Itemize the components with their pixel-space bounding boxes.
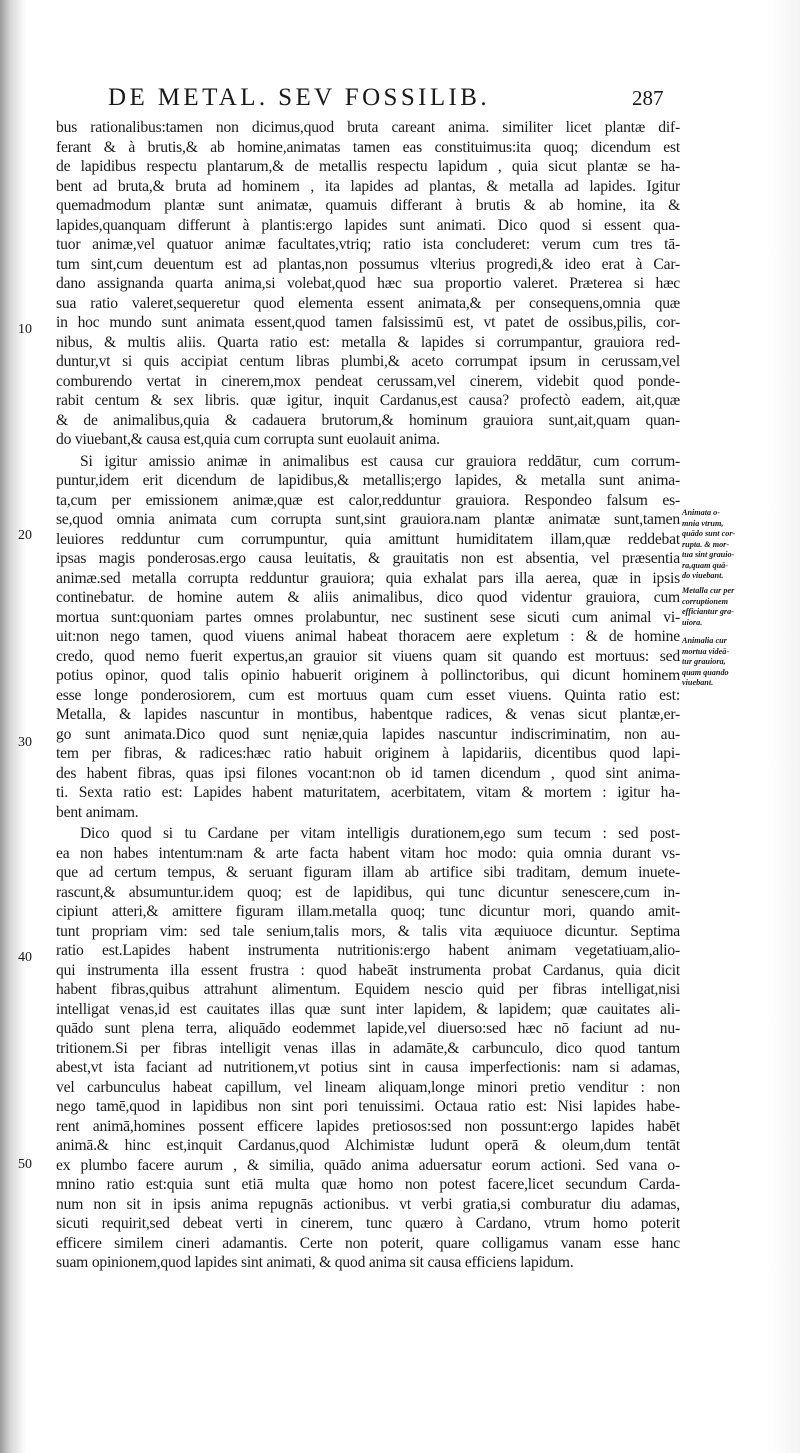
- text-line: bus rationalibus:tamen non dicimus,quod bruta careant anima. similiter licet plantæ dif-: [56, 119, 680, 136]
- text-line: & de animalibus,quia & cadauera brutorum,& hominum grauiora sunt,ait,quam quan-: [56, 411, 680, 429]
- text-line: rascunt,& absumuntur.idem quoq; est de lapidibus, qui tunc dicuntur senescere,cum in-: [56, 883, 680, 901]
- text-line: de lapidibus respectu plantarum,& de metallis respectu lapidum , quia sicut plantæ se ha-: [56, 158, 680, 175]
- text-line: potius opinor, quod talis opinio habuerit originem à pollinctoribus, qui dicunt hominem: [56, 667, 680, 684]
- text-line: Metalla, & lapides nascuntur in montibus, habentque radices, & venas sicut plantæ,er-: [56, 706, 680, 723]
- text-line: qui instrumenta illa essent frustra : quod habeāt instrumenta probat Cardanus, quia dicit: [56, 961, 680, 979]
- paragraph: [56, 118, 680, 450]
- text-line: sicuti requirit,sed debeat verti in cinerem, tunc quæro à Cardano, vtrum homo poterit: [56, 1215, 680, 1232]
- line-number: 20: [18, 528, 32, 543]
- text-line: ferant & à brutis,& ab homine,animatas tamen eas constituimus:ita quoq; dicendum est: [56, 138, 680, 156]
- body-text: [56, 118, 680, 1273]
- text-line: rent animā,homines possent efficere lapides pretiosos:sed non possunt:ergo lapides habēt: [56, 1117, 680, 1135]
- text-line: intelligat venas,id est cauitates illas quæ sunt inter lapidem, & lapidem; quæ cauitates ali-: [56, 1000, 680, 1018]
- text-line: des habent fibras, quas ipsi filones vocant:non ob id tamen dicendum , quod sint anima-: [56, 764, 680, 782]
- text-line: quādo sunt plena terra, aliquādo eodemmet lapide,vel diuerso:sed hæc nō faciunt ad nu-: [56, 1020, 680, 1037]
- line-number: 50: [18, 1157, 32, 1172]
- paragraph: [56, 824, 680, 1273]
- text-line: lapides,quanquam differunt à plantis:ergo lapides sunt animati. Dico quod si essent qua-: [56, 216, 680, 234]
- text-line: quemadmodum plantæ sunt animatæ, quamuis differant à brutis & ab homine, ita &: [56, 197, 680, 214]
- text-line: ipsas magis ponderosas.ergo causa leuitatis, & grauitatis non est absentia, vel præsentia: [56, 550, 680, 567]
- line-number: 10: [18, 322, 32, 337]
- text-line: efficere similem cineri adamantis. Certe non poterit, quare colligamus vanam esse hanc: [56, 1234, 680, 1252]
- text-line: tuor animæ,vel quatuor animæ facultates,vtriq; ratio ista concluderet: verum cum tres tā-: [56, 236, 680, 253]
- text-line: ex plumbo facere aurum , & similia, quādo anima aduersatur eorum actioni. Sed vana o-: [56, 1156, 680, 1174]
- text-line: mortua sunt:quoniam partes omnes prolabuntur, nec sustinent sese sicuti cum animal vi-: [56, 608, 680, 626]
- text-line: continebatur. de homine autem & aliis animalibus, dico quod videntur grauiora, cum: [56, 589, 680, 606]
- marginal-note: Animata o- mnia vtrum, quādo sunt cor- rupta. & mor- tua sint grauio- ra,quam quā- do viuebant.: [682, 508, 736, 580]
- text-line: bent ad bruta,& bruta ad hominem , ita lapides ad plantas, & metalla ad lapides. Igitur: [56, 177, 680, 195]
- text-line: animæ.sed metalla corrupta redduntur grauiora; quia exhalat pars illa aerea, quæ in ipsis: [56, 569, 680, 587]
- text-line: ea non habes intentum:nam & arte facta habent vitam hoc modo: quia omnia durant vs-: [56, 844, 680, 862]
- running-head: DE METAL. SEV FOSSILIB.: [108, 84, 491, 111]
- marginal-note: Animalia cur mortua videā- tur grauiora, quam quando viuebant.: [682, 636, 730, 687]
- text-line: rabit centum & sex libris. quæ igitur, inquit Cardanus,est causa? profectò eadem, ait,quæ: [56, 392, 680, 409]
- text-line: ta,cum per emissionem animæ,quæ est calor,redduntur grauiora. Respondeo falsum es-: [56, 491, 680, 509]
- text-line: nego tamē,quod in lapidibus non sint pori tenuissimi. Octaua ratio est: Nisi lapides habe-: [56, 1098, 680, 1115]
- text-line: nibus, & multis aliis. Quarta ratio est: metalla & lapides si corrumpantur, grauiora red-: [56, 333, 680, 351]
- text-line: suam opinionem,quod lapides sint animati, & quod anima sit causa efficiens lapidum.: [56, 1254, 574, 1271]
- text-line: tum sint,cum deuentum est ad plantas,non possumus vlterius progredi,& ideo erat à Car-: [56, 255, 680, 273]
- text-line: do viuebant,& causa est,quia cum corrupta sunt euolauit anima.: [56, 431, 440, 448]
- text-line: animā.& hinc est,inquit Cardanus,quod Alchimistæ ludunt operā & oleum,dum tentāt: [56, 1137, 680, 1154]
- marginal-note: Metalla cur per corruptionem efficiantur gra- uiora.: [682, 586, 735, 627]
- text-line: tem per fibras, & radices:hæc ratio habuit originem à lapidariis, dicentibus quod lapi-: [56, 745, 680, 762]
- text-line: num non sit in ipsis anima repugnās actionibus. vt verbi gratia,si comburatur diu adamas,: [56, 1195, 680, 1213]
- text-line: leuiores redduntur cum corrumpuntur, quia amittunt humiditatem illam,quæ reddebat: [56, 530, 680, 548]
- text-line: credo, quod nemo fuerit expertus,an grauior sit viuens quam sit quando est mortuus: sed: [56, 647, 680, 665]
- text-line: que ad certum tempus, & seruant figuram illam ab artifice sibi traditam, demum inuete-: [56, 864, 680, 881]
- text-line: go sunt animata.Dico quod sunt nęniæ,quia lapides nascuntur indiscriminatim, non au-: [56, 725, 680, 743]
- text-line: Si igitur amissio animæ in animalibus est causa cur grauiora reddātur, cum corrum-: [80, 452, 680, 470]
- text-line: Dico quod si tu Cardane per vitam intelligis durationem,ego sum tecum : sed post-: [80, 825, 680, 842]
- page-number: 287: [632, 86, 664, 110]
- text-line: abest,vt ista faciant ad nutritionem,vt potius sint in causa imperfectionis: nam si adamas,: [56, 1059, 680, 1076]
- text-line: tunt propriam vim: sed tale senium,talis mors, & talis vita æquiuoce dicuntur. Septima: [56, 922, 680, 940]
- text-line: vel carbunculus habeat capillum, vel lineam aliquam,longe minori pretio venditur : non: [56, 1078, 680, 1096]
- text-line: sua ratio valeret,sequeretur quod elementa essent animata,& per consequens,omnia quæ: [56, 294, 680, 312]
- text-line: esse longe ponderosiorem, cum est mortuus quam cum esset viuens. Quinta ratio est:: [56, 686, 680, 704]
- text-line: mnino ratio est:quia sunt etiā multa quæ homo non potest facere,licet secundum Carda-: [56, 1176, 680, 1193]
- text-line: se,quod omnia animata cum corrupta sunt,sint grauiora.nam plantæ animatæ sunt,tamen: [56, 511, 680, 528]
- text-line: comburendo vertat in cinerem,mox pendeat cerussam,vel cinerem, videbit quod ponde-: [56, 372, 680, 390]
- text-line: habent fibras,quibus attrahunt alimentum. Equidem nescio quid per fibras intelligat,nisi: [56, 981, 680, 998]
- line-number: 40: [18, 950, 32, 965]
- text-line: ti. Sexta ratio est: Lapides habent maturitatem, acerbitatem, vitam & mortem : igitur ha-: [56, 784, 680, 801]
- text-line: in hoc mundo sunt animata essent,quod tamen falsissimū est, vt patet de ossibus,pilis, cor-: [56, 314, 680, 331]
- text-line: cipiunt atteri,& amittere figuram illam.metalla quoq; tunc dicuntur mori, quando amit-: [56, 903, 680, 920]
- text-line: uit:non nego tamen, quod viuens animal habeat thoracem aere expletum : & de homine: [56, 628, 680, 645]
- text-line: dano assignanda quarta anima,si volebat,quod hæc sua proportio valeret. Præterea si hæc: [56, 275, 680, 292]
- line-number: 30: [18, 735, 32, 750]
- text-line: bent animam.: [56, 803, 139, 821]
- text-line: puntur,idem erit dicendum de lapidibus,& metallis;ergo lapides, & metalla sunt anima-: [56, 472, 680, 489]
- text-line: duntur,vt si quis accipiat centum libras plumbi,& aceto corrumpat ipsum in cerussam,vel: [56, 353, 680, 370]
- paragraph: [56, 452, 680, 823]
- text-line: ratio est.Lapides habent instrumenta nutritionis:ergo habent animam vegetatiuam,alio-: [56, 942, 680, 959]
- text-line: tritionem.Si per fibras intelligit venas illas in adamāte,& carbunculo, dico quod tantum: [56, 1039, 680, 1057]
